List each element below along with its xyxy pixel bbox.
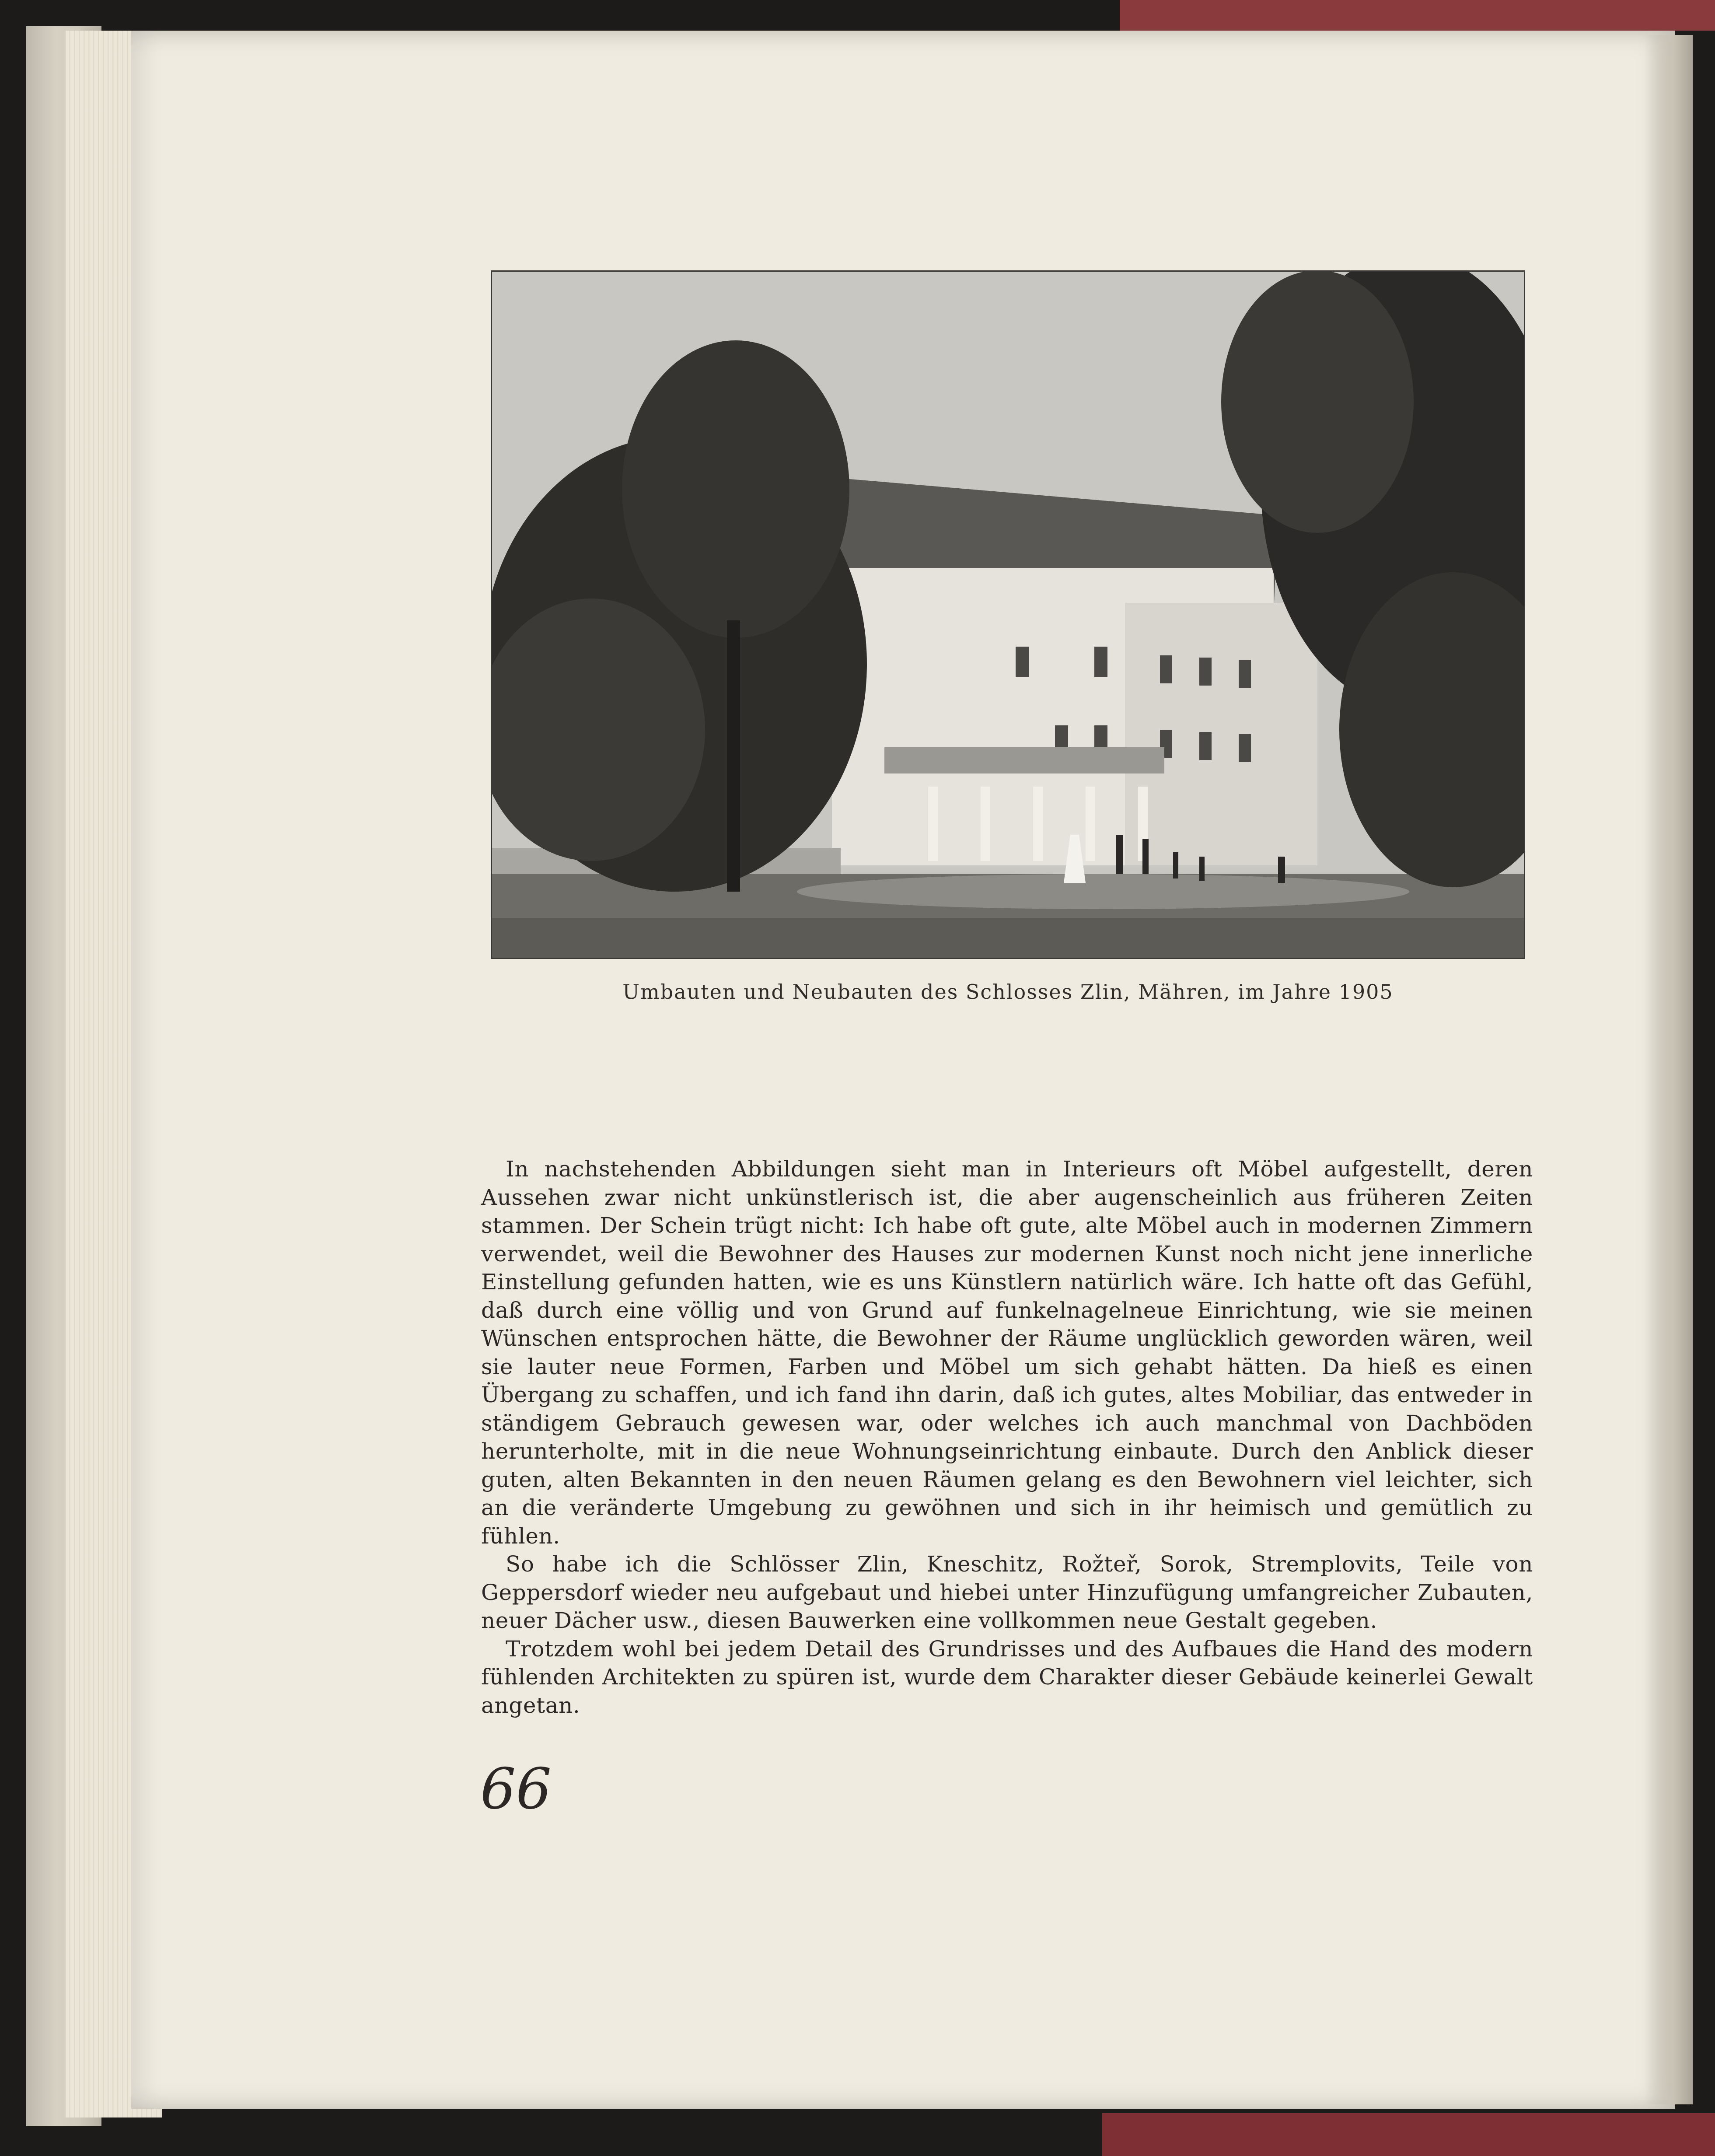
page-number: 66 <box>480 1757 552 1822</box>
book-cover-bottom <box>1102 2113 1715 2156</box>
body-text <box>481 1155 1533 1719</box>
photo-caption: Umbauten und Neubauten des Schlosses Zlin, Mähren, im Jahre 1905 <box>622 980 1394 1004</box>
paragraph: Trotzdem wohl bei jedem Detail des Grundrisses und des Aufbaues die Hand des modern fühlenden Architekten zu spüren ist, wurde dem Charakter dieser Gebäude keinerlei Gewalt angetan. <box>481 1636 1533 1718</box>
castle-photograph <box>491 270 1525 959</box>
page-curl <box>1645 35 1693 2104</box>
paragraph: So habe ich die Schlösser Zlin, Kneschitz, Rožteř, Sorok, Stremplovits, Teile von Geppersdorf wieder neu aufgebaut und hiebei unter Hinzufügung umfangreicher Zubauten, neuer Dächer usw., diesen Bauwerken eine vollkommen neue Gestalt gegeben. <box>481 1551 1533 1633</box>
paragraph: In nachstehenden Abbildungen sieht man in Interieurs oft Möbel aufgestellt, deren Aussehen zwar nicht unkünstlerisch ist, die aber augenscheinlich aus früheren Zeiten stammen. Der Schein trügt nicht: Ich habe oft gute, alte Möbel auch in modernen Zimmern verwendet, weil die Bewohner des Hauses zur modernen Kunst noch nicht jene innerliche Einstellung gefunden hatten, wie es uns Künstlern natürlich wäre. Ich hatte oft das Gefühl, daß durch eine völlig und von Grund auf funkelnagelneue Einrichtung, wie sie meinen Wünschen entsprochen hätte, die Bewohner der Räume unglücklich geworden wären, weil sie lauter neue Formen, Farben und Möbel um sich gehabt hätten. Da hieß es einen Übergang zu schaffen, und ich fand ihn darin, daß ich gutes, altes Mobiliar, das entweder in ständigem Gebrauch gewesen war, oder welches ich auch manchmal von Dachböden herunterholte, mit in die neue Wohnungseinrichtung einbaute. Durch den Anblick dieser guten, alten Bekannten in den neuen Räumen gelang es den Bewohnern viel leichter, sich an die veränderte Umgebung zu gewöhnen und sich in ihr heimisch und gemütlich zu fühlen. <box>481 1156 1533 1549</box>
book-cover-top <box>1120 0 1715 31</box>
